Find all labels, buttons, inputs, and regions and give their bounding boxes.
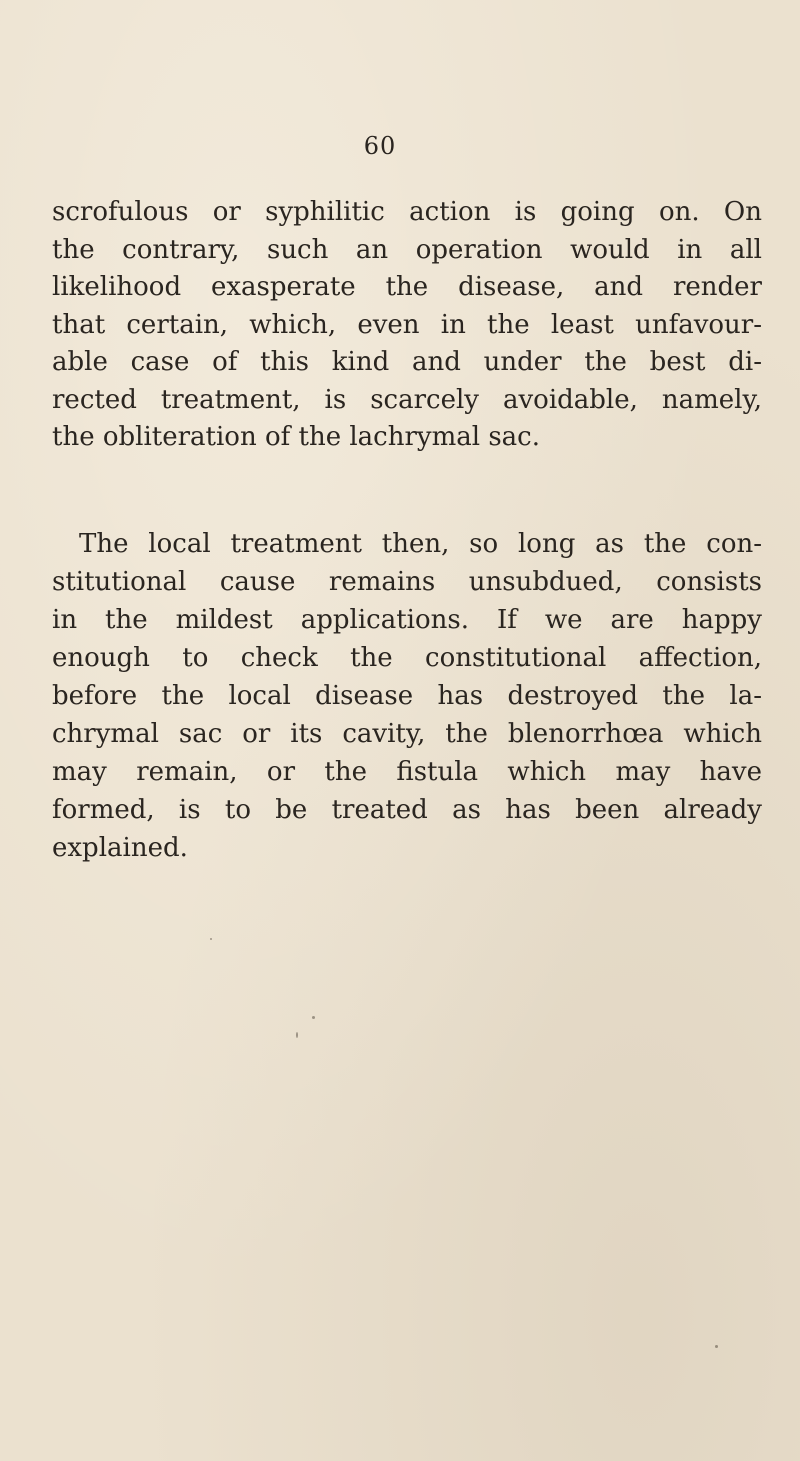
paragraph-line: enough to check the constitutional affection, — [52, 643, 762, 673]
paper-speck — [296, 1032, 298, 1038]
paragraph-line: rected treatment, is scarcely avoidable, namely, — [52, 384, 762, 415]
paragraph-2 — [52, 525, 762, 867]
paragraph-line: the obliteration of the lachrymal sac. — [52, 422, 540, 452]
paragraph-line: The local treatment then, so long as the con- — [79, 529, 762, 559]
page-number: 60 — [363, 132, 397, 160]
paragraph-line: that certain, which, even in the least unfavour- — [52, 309, 762, 340]
paragraph-line: likelihood exasperate the disease, and render — [52, 272, 762, 302]
paragraph-line: the contrary, such an operation would in all — [52, 234, 762, 265]
paragraph-line: in the mildest applications. If we are happy — [52, 605, 762, 635]
paper-speck — [715, 1345, 718, 1348]
paragraph-line: formed, is to be treated as has been already — [52, 795, 762, 825]
paragraph-line: able case of this kind and under the best di- — [52, 347, 762, 377]
paragraph-1 — [52, 194, 762, 457]
paragraph-line: may remain, or the fistula which may have — [52, 757, 762, 787]
paper-speck — [210, 938, 212, 940]
paragraph-line: stitutional cause remains unsubdued, consists — [52, 567, 762, 597]
paragraph-line: chrymal sac or its cavity, the blenorrhœa which — [52, 719, 762, 749]
paragraph-line: before the local disease has destroyed the la- — [52, 681, 762, 711]
paper-speck — [312, 1016, 315, 1019]
paragraph-line: explained. — [52, 833, 188, 863]
paragraph-line: scrofulous or syphilitic action is going on. On — [52, 197, 762, 227]
